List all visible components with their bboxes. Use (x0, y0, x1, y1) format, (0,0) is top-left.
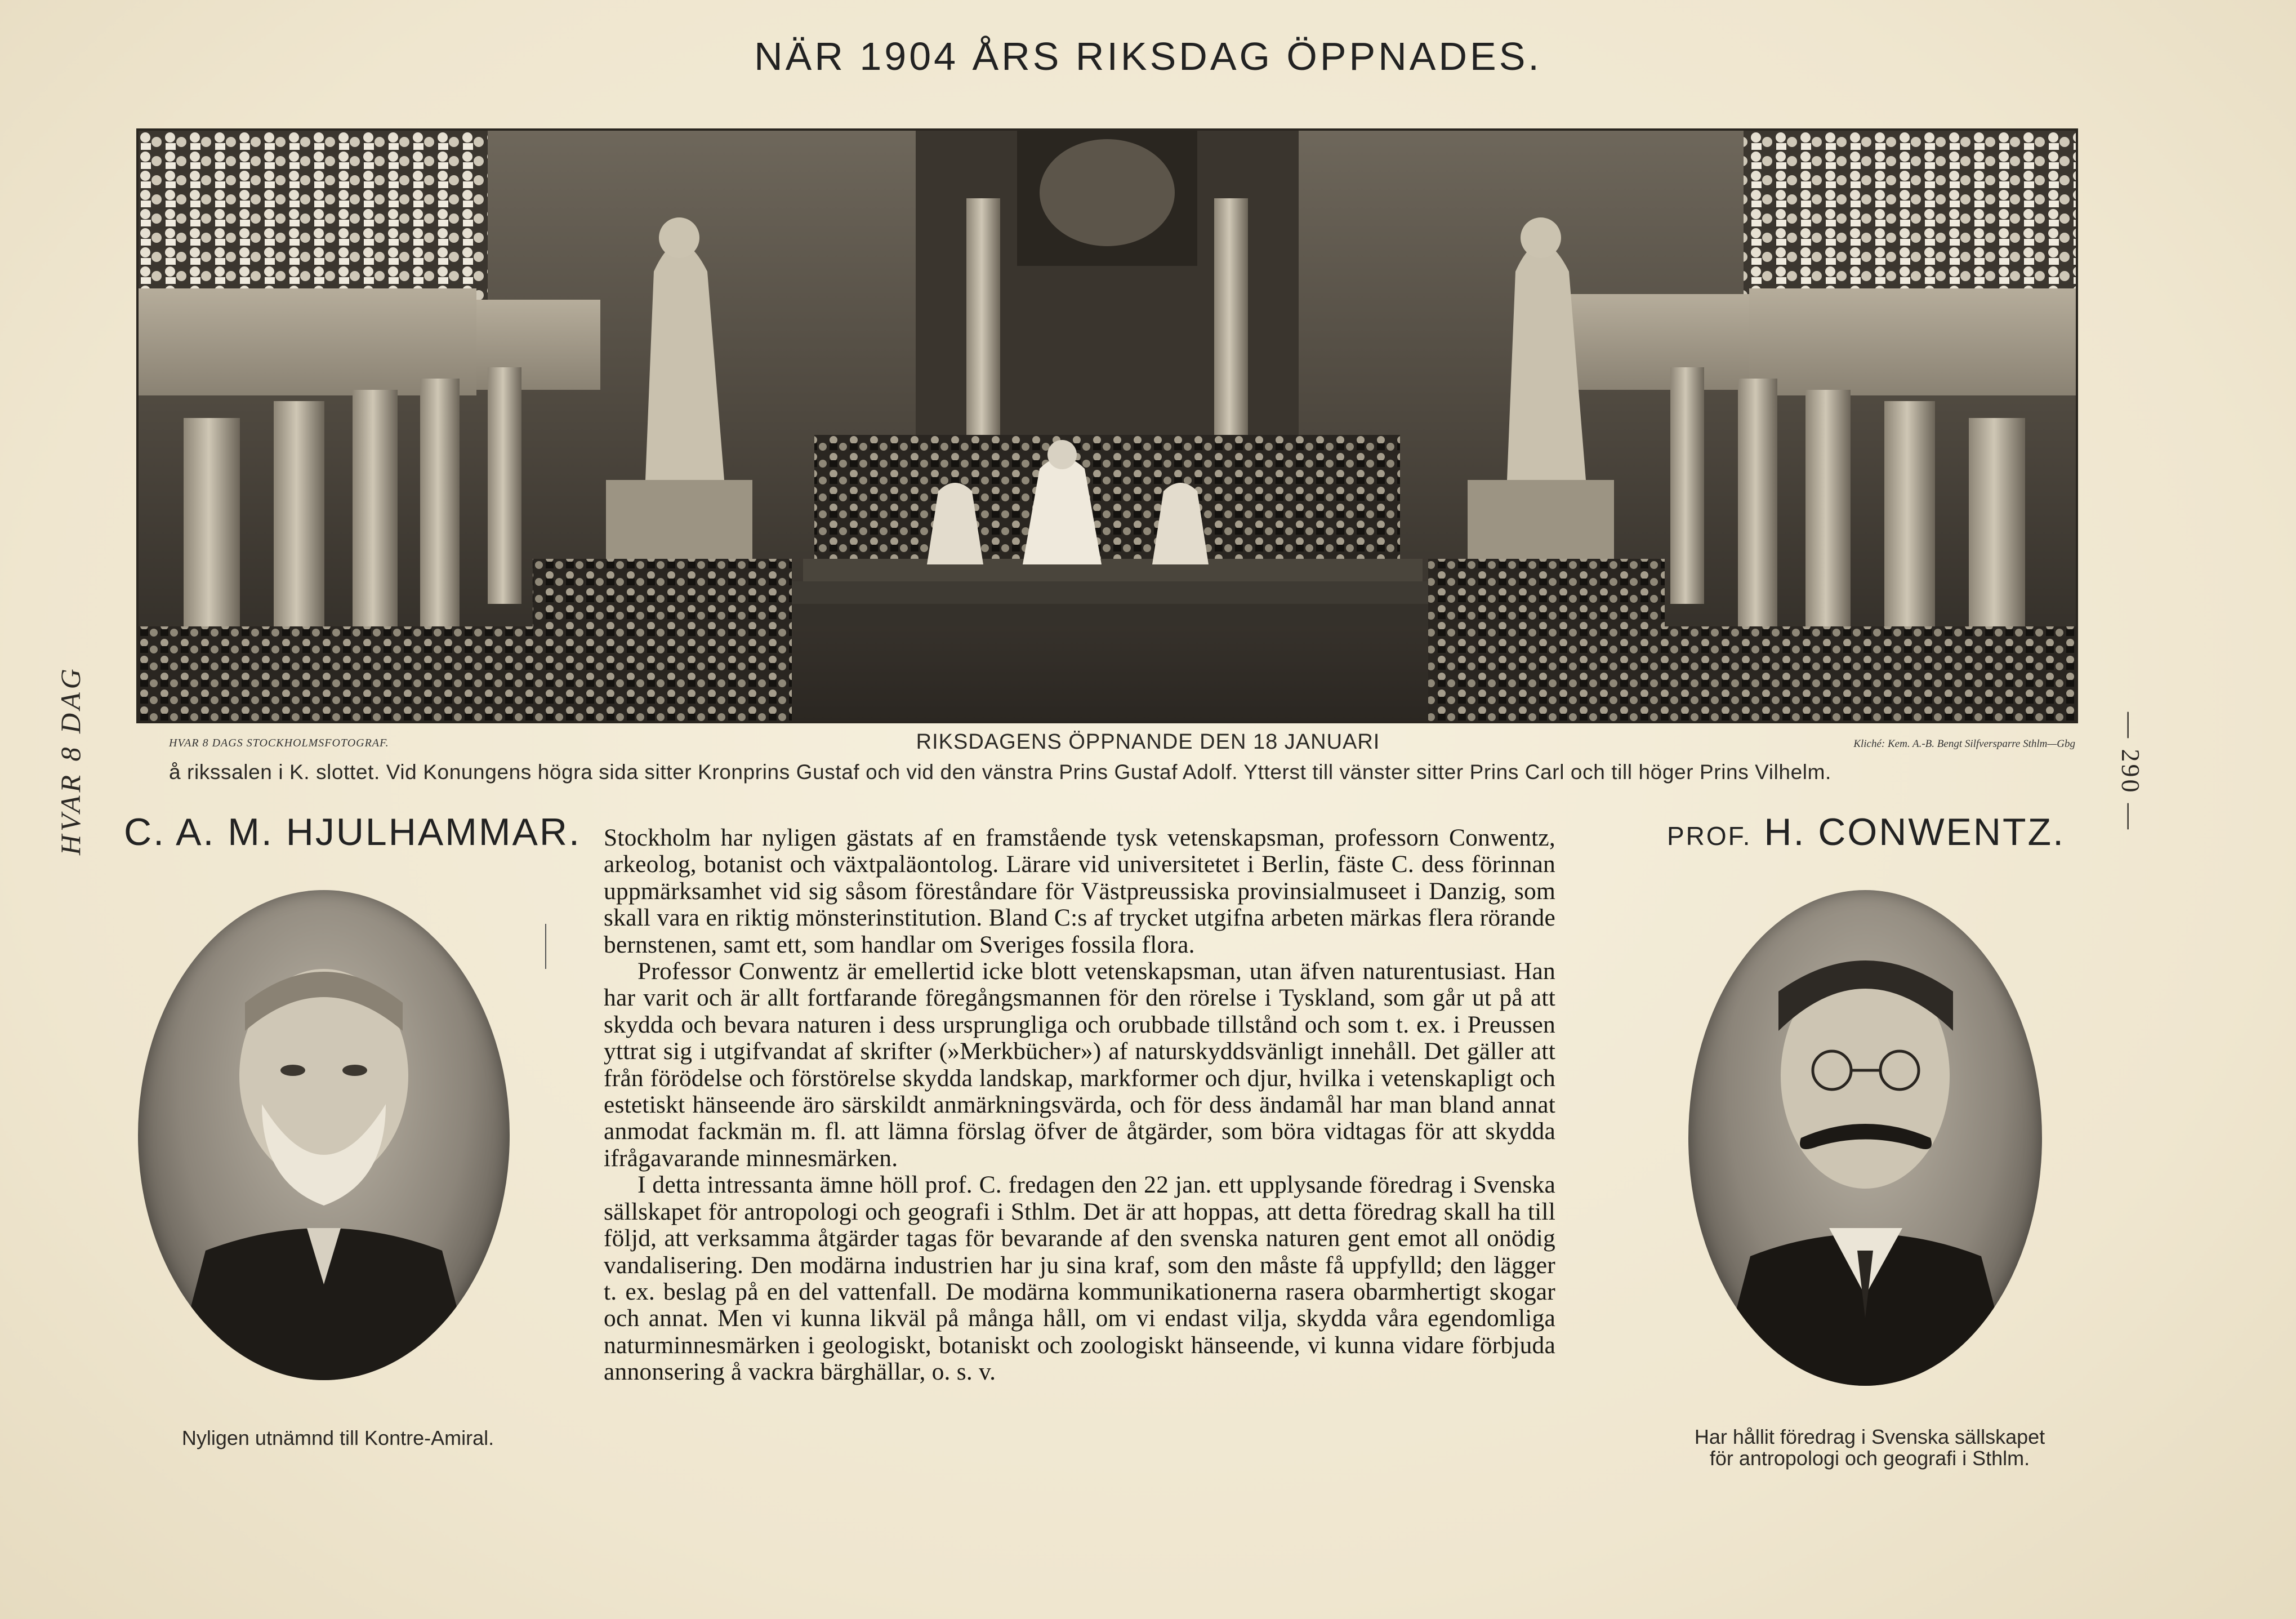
photo-caption-line: å rikssalen i K. slottet. Vid Konungens högra sida sitter Kronprins Gustaf och vid den vänstra Prins Gustaf Adolf. Ytterst till vänster sitter Prins Carl och till höger Prins Vilhelm. (169, 760, 1831, 784)
riksdag-hall-illustration (139, 131, 2076, 721)
right-portrait-name-text: H. CONWENTZ. (1764, 811, 2065, 853)
hjulhammar-portrait-illustration (138, 890, 510, 1380)
right-portrait-caption-line1: Har hållit föredrag i Svenska sällskapet (1694, 1425, 2045, 1448)
conwentz-portrait-illustration (1688, 890, 2042, 1386)
hjulhammar-portrait (138, 890, 510, 1380)
right-portrait-name-prefix: PROF. (1667, 821, 1752, 851)
photo-credit-right: Kliché: Kem. A.-B. Bengt Silfversparre Sthlm—Gbg (1853, 738, 2075, 750)
article-paragraph: I detta intressanta ämne höll prof. C. fredagen den 22 jan. ett upplysande föredrag i Svenska sällskapet för antropologi och geografi i Sthlm. Det är att hoppas, att detta föredrag skall ha till följd, att verksamma åtgärder tagas för bevarande af den svenska naturen gent emot all onödig vandalisering. Den modärna industrien har ju sina kraf, som den måste få uppfylld; den lägger t. ex. beslag på en del vattenfall. De modärna kommunikationerna rasera obarmhertigt skogar och annat. Men vi kunna likväl på många håll, om vi endast vilja, skydda våra egendomliga naturminnesmärken i geologiskt, botaniskt och zoologiskt hänseende, vi kunna vidare förbjuda annonsering å vackra bärghällar, o. s. v. (604, 1171, 1555, 1386)
left-portrait-name: C. A. M. HJULHAMMAR. (124, 811, 581, 853)
riksdag-hall-photo (136, 128, 2078, 723)
right-portrait-caption (1650, 1426, 2089, 1469)
column-divider (545, 924, 546, 969)
article-body (604, 825, 1555, 1386)
page-number: — 290 — (2116, 712, 2145, 831)
page-title: NÄR 1904 ÅRS RIKSDAG ÖPPNADES. (754, 34, 1542, 78)
article-paragraph: Stockholm har nyligen gästats af en framstående tysk vetenskapsman, professorn Conwentz, arkeolog, botanist och växtpaläontolog. Lärare vid universitetet i Berlin, fäste C. dess förinnan uppmärksamhet vid sig såsom föreståndare för Västpreussiska provinsialmuseet i Danzig, som skall vara en riktig mönsterinstitution. Bland C:s af trycket utgifna arbeten märkas flera rörande bernstenen, samt ett, som handlar om Sveriges fossila flora. (604, 824, 1555, 958)
article-paragraph: Professor Conwentz är emellertid icke blott vetenskapsman, utan äfven naturentusiast. Han har varit och är allt fortfarande föregångsmannen för den rörelse i Tyskland, som går ut på att skydda och bevara naturen i dess ursprungliga och orubbade tillstånd och som t. ex. i Preussen yttrat sig i utgifvandat af skrifter (»Merkbücher») af naturskyddsvänligt innehåll. Det gäller att från förödelse och förstörelse skydda landskap, markformer och djur, hvilka i vetenskapligt och estetiskt hänseende äro särskildt anmärkningsvärda, och för dess ändamål har man bland annat anmodat fackmän m. fl. att lämna förslag öfver de åtgärder, som böra vidtagas för att skydda ifrågavarande minnesmärken. (604, 958, 1555, 1172)
photo-caption-title: RIKSDAGENS ÖPPNANDE DEN 18 JANUARI (916, 730, 1380, 754)
photo-credit-left: HVAR 8 DAGS STOCKHOLMSFOTOGRAF. (169, 737, 389, 749)
left-portrait-caption: Nyligen utnämnd till Kontre-Amiral. (181, 1426, 494, 1449)
right-portrait-caption-line2: för antropologi och geografi i Sthlm. (1709, 1447, 2030, 1470)
conwentz-portrait (1688, 890, 2042, 1386)
right-portrait-name (1667, 810, 2065, 854)
publication-side-label: HVAR 8 DAG (55, 665, 86, 856)
